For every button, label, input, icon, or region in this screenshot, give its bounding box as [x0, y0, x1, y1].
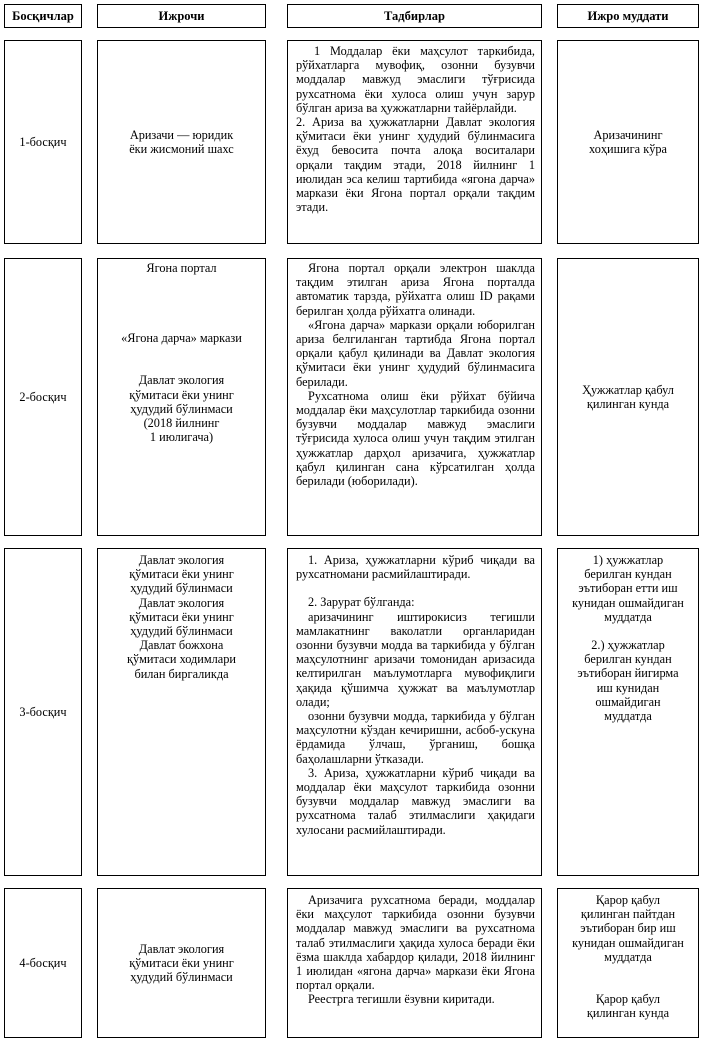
executor-line: Аризачи — юридик: [129, 127, 234, 142]
action-paragraph: «Ягона дарча» маркази орқали юборилган ариза белгиланган тартибда Ягона портал орқали қабул қилинади ва Давлат экология қўмитаси ёки унинг ҳудудий бўлинмасига берилади.: [296, 317, 535, 389]
deadline-line: иш кунидан: [596, 680, 660, 695]
stage-label: 4-босқич: [19, 955, 67, 970]
executor-committee: [129, 373, 234, 444]
deadline-line: Қарор қабул: [595, 893, 661, 907]
executor-line: қўмитаси ёки унинг: [129, 387, 234, 402]
deadline-line: 2.) ҳужжатлар: [591, 638, 665, 653]
executor-line: ёки жисмоний шахс: [129, 142, 234, 156]
action-paragraph: 2. Зарурат бўлганда:: [308, 595, 415, 610]
executor-cell-2: [97, 258, 266, 536]
deadline-line: берилган кундан: [584, 567, 672, 582]
actions-cell-4: [287, 888, 542, 1038]
deadline-line: хоҳишига кўра: [589, 142, 667, 156]
actions-cell-3: [287, 548, 542, 876]
stage-label: 1-босқич: [19, 134, 67, 149]
deadline-line: кунидан ошмайдиган: [572, 935, 684, 950]
executor-line: қўмитаси ёки унинг: [129, 609, 234, 624]
actions-cell-1: [287, 40, 542, 244]
executor-line: қўмитаси ёки унинг: [129, 955, 234, 970]
executor-line: 1 июлигача): [149, 430, 214, 445]
action-paragraph: 1. Ариза, ҳужжатларни кўриб чиқади ва рухсатномани расмийлаштиради.: [296, 553, 535, 582]
stage-cell-3: [4, 548, 82, 876]
deadline-line: ошмайдиган: [595, 694, 661, 709]
executor-portal: Ягона портал: [146, 261, 217, 275]
deadline-line: қилинган кунда: [586, 397, 670, 411]
deadline-line: Ҳужжатлар қабул: [582, 382, 674, 397]
deadline-line: Аризачининг: [593, 127, 663, 142]
header-stages-label: Босқичлар: [12, 8, 74, 23]
actions-cell-2: [287, 258, 542, 536]
deadline-line: қилинган пайтдан: [580, 907, 676, 922]
deadline-option-a: [572, 553, 684, 624]
executor-line: Давлат экология: [138, 595, 225, 610]
stage-label: 2-босқич: [19, 389, 67, 404]
action-paragraph: Рухсатнома олиш ёки рўйхат бўйича моддалар ёки маҳсулотлар таркибида озонни бузувчи моддалар мавжуд эмаслиги тўғрисида хулоса олиш учун тақдим этилган ҳужжатлар дарҳол аризачига, ҳужжатлар қабул қилинган сана кўрсатилган ҳолда берилади (юборилади).: [296, 388, 535, 489]
deadline-option-b: [587, 992, 669, 1020]
action-paragraph: озонни бузувчи модда, таркибида у бўлган маҳсулотни кўздан кечиришни, асбоб-ускуна ёрдамида ўлчаш, ўрганиш, бошқа баҳолашларни ўтказади.: [296, 709, 535, 766]
stage-label: 3-босқич: [19, 704, 67, 719]
header-executor: [97, 4, 266, 28]
deadline-line: қилинган кунда: [586, 1006, 670, 1021]
action-paragraph: Ягона портал орқали электрон шаклда тақдим этилган ариза Ягона порталда автоматик тарзда, рўйхатга олиш ID рақами берилган ҳолда рўйхатга олинади.: [296, 261, 535, 318]
deadline-cell-2: [557, 258, 699, 536]
deadline-option-a: [572, 893, 684, 964]
executor-line: (2018 йилнинг: [143, 416, 220, 431]
deadline-cell-4: [557, 888, 699, 1038]
deadline-line: эътиборан бир иш: [580, 921, 676, 936]
executor-line: билан биргаликда: [134, 666, 229, 681]
action-paragraph: аризачининг иштирокисиз тегишли мамлакатнинг ваколатли органларидан озонни бузувчи модда ва таркибида у бўлган маҳсулотнинг аризачи томонидан аризасида келтирилган маълумотларга мувофиқлиги ҳақида қўшимча ҳужжат ва маълумотлар олади;: [296, 609, 535, 709]
stage-cell-1: [4, 40, 82, 244]
header-executor-label: Ижрочи: [158, 8, 205, 23]
executor-line: Давлат экология: [138, 941, 225, 956]
deadline-option-b: [577, 638, 678, 723]
executor-line: қўмитаси ёки унинг: [129, 567, 234, 582]
header-stages: [4, 4, 82, 28]
deadline-cell-3: [557, 548, 699, 876]
deadline-cell-1: [557, 40, 699, 244]
executor-center: «Ягона дарча» маркази: [121, 331, 242, 346]
header-deadline: [557, 4, 699, 28]
deadline-line: муддатда: [604, 709, 652, 724]
deadline-line: муддатда: [604, 609, 652, 624]
deadline-line: муддатда: [604, 949, 652, 964]
deadline-line: 1) ҳужжатлар: [592, 553, 664, 567]
executor-line: ҳудудий бўлинмаси: [130, 401, 233, 416]
header-actions-label: Тадбирлар: [384, 8, 445, 23]
stage-cell-4: [4, 888, 82, 1038]
deadline-line: эътиборан етти иш: [578, 581, 678, 596]
executor-cell-4: [97, 888, 266, 1038]
executor-line: Давлат божхона: [139, 638, 224, 653]
header-deadline-label: Ижро муддати: [587, 8, 669, 23]
executor-line: Давлат экология: [138, 373, 225, 388]
executor-line: қўмитаси ходимлари: [127, 652, 236, 667]
action-paragraph: Реестрга тегишли ёзувни киритади.: [308, 992, 495, 1007]
executor-line: ҳудудий бўлинмаси: [130, 970, 233, 985]
action-paragraph: 1 Моддалар ёки маҳсулот таркибида, рўйхатларга мувофиқ, озонни бузувчи моддалар мавжуд эмаслиги тўғрисида рухсатнома ёки хулоса олиш учун зарур бўлган ариза ва ҳужжатларни тайёрлайди.: [296, 44, 535, 115]
executor-line: ҳудудий бўлинмаси: [130, 581, 233, 596]
deadline-line: Қарор қабул: [595, 992, 661, 1007]
executor-line: Давлат экология: [138, 553, 225, 567]
deadline-line: кунидан ошмайдиган: [572, 595, 684, 610]
executor-cell-3: [97, 548, 266, 876]
stage-cell-2: [4, 258, 82, 536]
deadline-line: берилган кундан: [584, 652, 672, 667]
executor-line: ҳудудий бўлинмаси: [130, 624, 233, 639]
executor-cell-1: [97, 40, 266, 244]
header-actions: [287, 4, 542, 28]
deadline-line: эътиборан йигирма: [577, 666, 679, 681]
action-paragraph: 2. Ариза ва ҳужжатларни Давлат экология қўмитаси ёки унинг ҳудудий бўлинмасига ёхуд бевосита почта алоқа воситалари орқали тақдим этади, 2018 йилнинг 1 июлидан эса келиш тартибида «ягона дарча» маркази ёки Ягона портал орқали тақдим этади.: [296, 115, 535, 215]
action-paragraph: 3. Ариза, ҳужжатларни кўриб чиқади ва моддалар ёки маҳсулот таркибида озонни бузувчи моддалар мавжуд эмаслиги ва рухсатнома талаб этилмаслиги ҳақидаги хулосани расмийлаштиради.: [296, 765, 535, 837]
action-paragraph: Аризачига рухсатнома беради, моддалар ёки маҳсулот таркибида озонни бузувчи моддалар мавжуд эмаслиги ва рухсатнома талаб этилмаслиги ҳақида хулоса беради ёки ёзма шаклда хабардор қилади, 2018 йилнинг 1 июлидан «ягона дарча» маркази ёки Ягона портал орқали.: [296, 893, 535, 993]
